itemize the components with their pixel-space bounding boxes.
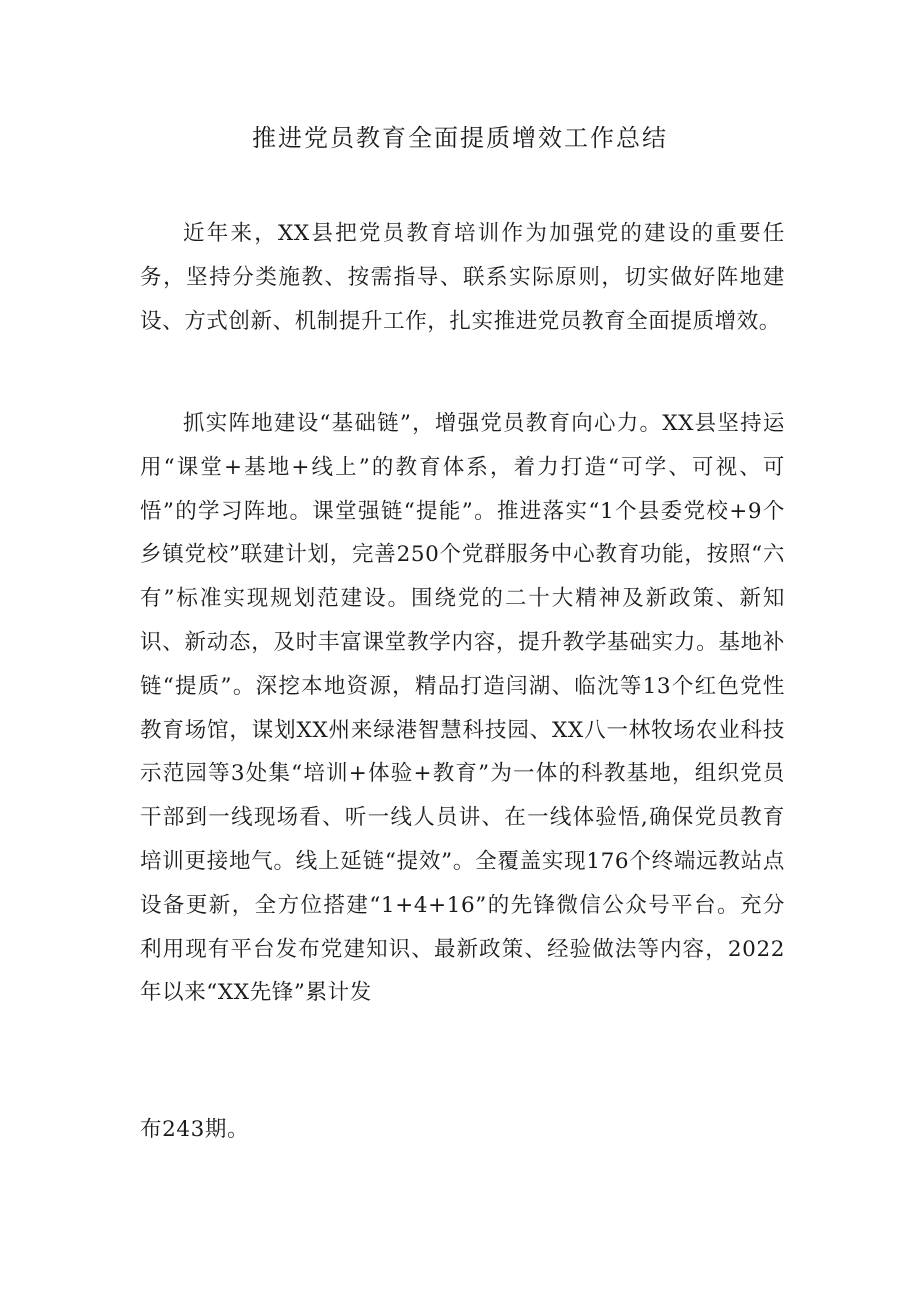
paragraph-base-chain: 抓实阵地建设“基础链”，增强党员教育向心力。XX县坚持运用“课堂+基地+线上”的教育体系，着力打造“可学、可视、可悟”的学习阵地。课堂强链“提能”。推进落实“1个县委党校+9个乡镇党校”联建计划，完善250个党群服务中心教育功能，按照“六有”标准实现规划范建设。围绕党的二十大精神及新政策、新知识、新动态，及时丰富课堂教学内容，提升教学基础实力。基地补链“提质”。深挖本地资源，精品打造闫湖、临沈等13个红色党性教育场馆，谋划XX州来绿港智慧科技园、XX八一林牧场农业科技示范园等3处集“培训+体验+教育”为一体的科教基地，组织党员干部到一线现场看、听一线人员讲、在一线体验悟,确保党员教育培训更接地气。线上延链“提效”。全覆盖实现176个终端远教站点设备更新，全方位搭建“1+4+16”的先锋微信公众号平台。充分利用现有平台发布党建知识、最新政策、经验做法等内容，2022年以来“XX先锋”累计发 [140,411,785,1006]
paragraph-continuation: 布243期。 [140,1117,250,1142]
document-title: 推进党员教育全面提质增效工作总结 [252,124,668,152]
paragraph-intro: 近年来，XX县把党员教育培训作为加强党的建设的重要任务，坚持分类施教、按需指导、联系实际原则，切实做好阵地建设、方式创新、机制提升工作，扎实推进党员教育全面提质增效。 [140,221,785,334]
